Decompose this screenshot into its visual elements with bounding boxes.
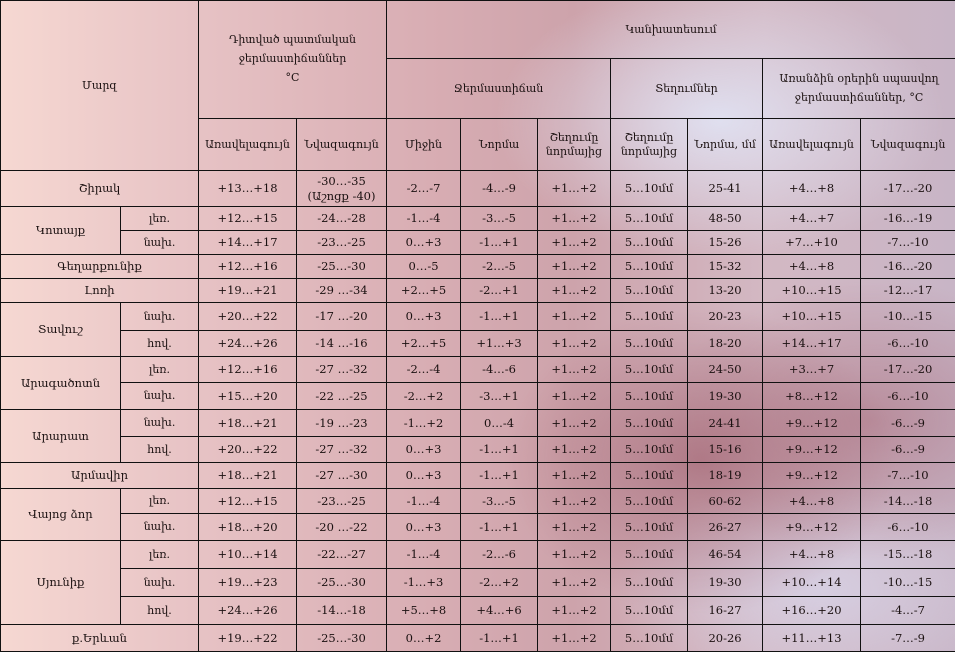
obs-min-cell: -14…-18 xyxy=(297,597,387,625)
obs-max-cell: +15…+20 xyxy=(199,383,297,410)
t-mean-cell: 0…+3 xyxy=(387,463,461,489)
t-dev-cell: +1…+2 xyxy=(538,171,611,207)
t-dev-cell: +1…+2 xyxy=(538,303,611,331)
subregion-cell: նախ. xyxy=(121,303,199,331)
ext-max-cell: +10…+14 xyxy=(763,569,861,597)
table-row xyxy=(1,303,955,331)
t-norm-cell: -3…+1 xyxy=(461,383,538,410)
obs-max-cell: +24…+26 xyxy=(199,331,297,357)
obs-max-cell: +12…+16 xyxy=(199,357,297,383)
obs-max-cell: +10…+14 xyxy=(199,541,297,569)
region-cell: Սյունիք xyxy=(1,541,121,625)
t-norm-cell: -2…+2 xyxy=(461,569,538,597)
obs-max-cell: +12…+15 xyxy=(199,489,297,514)
obs-max-cell: +18…+21 xyxy=(199,463,297,489)
ext-max-cell: +10…+15 xyxy=(763,303,861,331)
p-norm-cell: 19-30 xyxy=(688,569,763,597)
obs-min-cell: -14 …-16 xyxy=(297,331,387,357)
subheader-t-norm: Նորմա xyxy=(461,119,538,171)
t-mean-cell: 0…-5 xyxy=(387,255,461,279)
obs-min-cell: -27 …-30 xyxy=(297,463,387,489)
t-mean-cell: -1…+3 xyxy=(387,569,461,597)
p-norm-cell: 20-26 xyxy=(688,625,763,652)
p-dev-cell: 5…10մմ xyxy=(611,331,688,357)
table-row xyxy=(1,171,955,207)
table-row xyxy=(1,255,955,279)
t-norm-cell: -4…-9 xyxy=(461,171,538,207)
obs-max-cell: +24…+26 xyxy=(199,597,297,625)
obs-min-cell: -27 …-32 xyxy=(297,437,387,463)
t-mean-cell: -2…-7 xyxy=(387,171,461,207)
obs-min-cell: -19 …-23 xyxy=(297,410,387,437)
obs-max-cell: +20…+22 xyxy=(199,303,297,331)
t-dev-cell: +1…+2 xyxy=(538,357,611,383)
region-cell: Կոտայք xyxy=(1,207,121,255)
t-dev-cell: +1…+2 xyxy=(538,331,611,357)
t-mean-cell: 0…+3 xyxy=(387,231,461,255)
ext-max-cell: +4…+8 xyxy=(763,541,861,569)
obs-min-note: (Աշոցք -40) xyxy=(308,189,376,203)
subregion-cell: նախ. xyxy=(121,231,199,255)
subheader-p-dev: Շեղումը նորմայից xyxy=(611,119,688,171)
subregion-cell: նախ. xyxy=(121,383,199,410)
ext-max-cell: +4…+7 xyxy=(763,207,861,231)
p-norm-cell: 24-50 xyxy=(688,357,763,383)
table-body xyxy=(1,171,955,652)
t-mean-cell: -1…-4 xyxy=(387,489,461,514)
ext-max-cell: +9…+12 xyxy=(763,410,861,437)
p-dev-cell: 5…10մմ xyxy=(611,171,688,207)
subheader-obs-min: Նվազագույն xyxy=(297,119,387,171)
region-cell: Լոռի xyxy=(1,279,199,303)
table-row xyxy=(1,410,955,437)
p-dev-cell: 5…10մմ xyxy=(611,279,688,303)
header-precipitation: Տեղումներ xyxy=(611,59,763,119)
t-mean-cell: -1…-4 xyxy=(387,541,461,569)
ext-min-cell: -6…-10 xyxy=(861,331,955,357)
t-dev-cell: +1…+2 xyxy=(538,383,611,410)
t-mean-cell: +2…+5 xyxy=(387,331,461,357)
p-norm-cell: 15-32 xyxy=(688,255,763,279)
subregion-cell: հով. xyxy=(121,331,199,357)
t-mean-cell: 0…+3 xyxy=(387,303,461,331)
t-dev-cell: +1…+2 xyxy=(538,410,611,437)
subheader-ext-max: Առավելագույն xyxy=(763,119,861,171)
p-norm-cell: 48-50 xyxy=(688,207,763,231)
subheader-t-mean: Միջին xyxy=(387,119,461,171)
ext-min-cell: -7…-10 xyxy=(861,231,955,255)
t-mean-cell: -1…+2 xyxy=(387,410,461,437)
obs-min-cell xyxy=(297,171,387,207)
obs-min-value: -30…-35 xyxy=(317,174,366,188)
ext-max-cell: +11…+13 xyxy=(763,625,861,652)
p-dev-cell: 5…10մմ xyxy=(611,383,688,410)
obs-max-cell: +19…+23 xyxy=(199,569,297,597)
t-norm-cell: -1…+1 xyxy=(461,303,538,331)
ext-max-cell: +10…+15 xyxy=(763,279,861,303)
table-row xyxy=(1,357,955,383)
t-dev-cell: +1…+2 xyxy=(538,597,611,625)
ext-min-cell: -7…-9 xyxy=(861,625,955,652)
p-dev-cell: 5…10մմ xyxy=(611,541,688,569)
region-cell: Տավուշ xyxy=(1,303,121,357)
p-norm-cell: 19-30 xyxy=(688,383,763,410)
header-extreme-line2: ջերմաստիճաններ, °C xyxy=(795,91,924,104)
t-mean-cell: -1…-4 xyxy=(387,207,461,231)
obs-max-cell: +12…+16 xyxy=(199,255,297,279)
p-dev-cell: 5…10մմ xyxy=(611,207,688,231)
p-dev-cell: 5…10մմ xyxy=(611,489,688,514)
ext-min-cell: -6…-10 xyxy=(861,514,955,541)
p-dev-cell: 5…10մմ xyxy=(611,231,688,255)
t-dev-cell: +1…+2 xyxy=(538,541,611,569)
t-dev-cell: +1…+2 xyxy=(538,489,611,514)
t-mean-cell: 0…+2 xyxy=(387,625,461,652)
subregion-cell: լեռ. xyxy=(121,357,199,383)
p-dev-cell: 5…10մմ xyxy=(611,569,688,597)
t-mean-cell: -2…-4 xyxy=(387,357,461,383)
subregion-cell: նախ. xyxy=(121,514,199,541)
table-row xyxy=(1,437,955,463)
t-norm-cell: +4…+6 xyxy=(461,597,538,625)
obs-min-cell: -25…-30 xyxy=(297,255,387,279)
region-cell: Արագածոտն xyxy=(1,357,121,410)
header-region: Մարզ xyxy=(1,1,199,171)
ext-max-cell: +3…+7 xyxy=(763,357,861,383)
header-extreme xyxy=(763,59,955,119)
ext-min-cell: -6…-10 xyxy=(861,383,955,410)
ext-min-cell: -6…-9 xyxy=(861,437,955,463)
subregion-cell: լեռ. xyxy=(121,541,199,569)
obs-max-cell: +13…+18 xyxy=(199,171,297,207)
t-norm-cell: -1…+1 xyxy=(461,463,538,489)
subregion-cell: նախ. xyxy=(121,569,199,597)
obs-min-cell: -25…-30 xyxy=(297,625,387,652)
region-cell: Գեղարքունիք xyxy=(1,255,199,279)
table-row xyxy=(1,463,955,489)
ext-max-cell: +4…+8 xyxy=(763,255,861,279)
t-norm-cell: -2…-6 xyxy=(461,541,538,569)
subheader-p-norm: Նորմա, մմ xyxy=(688,119,763,171)
table-row xyxy=(1,569,955,597)
t-mean-cell: 0…+3 xyxy=(387,514,461,541)
t-norm-cell: -1…+1 xyxy=(461,231,538,255)
ext-min-cell: -7…-10 xyxy=(861,463,955,489)
t-dev-cell: +1…+2 xyxy=(538,625,611,652)
p-dev-cell: 5…10մմ xyxy=(611,437,688,463)
t-mean-cell: -2…+2 xyxy=(387,383,461,410)
p-norm-cell: 25-41 xyxy=(688,171,763,207)
ext-min-cell: -16…-20 xyxy=(861,255,955,279)
header-observed xyxy=(199,1,387,119)
ext-max-cell: +9…+12 xyxy=(763,463,861,489)
ext-min-cell: -14…-18 xyxy=(861,489,955,514)
t-norm-cell: -3…-5 xyxy=(461,489,538,514)
table-row xyxy=(1,207,955,231)
t-dev-cell: +1…+2 xyxy=(538,569,611,597)
p-dev-cell: 5…10մմ xyxy=(611,357,688,383)
table-row xyxy=(1,625,955,652)
ext-max-cell: +4…+8 xyxy=(763,489,861,514)
header-observed-line3: °C xyxy=(286,71,300,84)
obs-max-cell: +19…+21 xyxy=(199,279,297,303)
obs-min-cell: -20 …-22 xyxy=(297,514,387,541)
ext-min-cell: -10…-15 xyxy=(861,569,955,597)
ext-min-cell: -10…-15 xyxy=(861,303,955,331)
t-dev-cell: +1…+2 xyxy=(538,279,611,303)
t-norm-cell: -1…+1 xyxy=(461,437,538,463)
header-forecast: Կանխատեսում xyxy=(387,1,955,59)
obs-min-cell: -27 …-32 xyxy=(297,357,387,383)
p-dev-cell: 5…10մմ xyxy=(611,514,688,541)
t-dev-cell: +1…+2 xyxy=(538,255,611,279)
region-cell: Արարատ xyxy=(1,410,121,463)
subheader-ext-min: Նվազագույն xyxy=(861,119,955,171)
table-row xyxy=(1,383,955,410)
ext-min-cell: -4…-7 xyxy=(861,597,955,625)
t-norm-cell: -4…-6 xyxy=(461,357,538,383)
subregion-cell: նախ. xyxy=(121,410,199,437)
header-observed-line2: ջերմաստիճաններ xyxy=(239,52,347,65)
subregion-cell: լեռ. xyxy=(121,207,199,231)
t-mean-cell: +5…+8 xyxy=(387,597,461,625)
ext-min-cell: -15…-18 xyxy=(861,541,955,569)
region-cell: Վայոց ձոր xyxy=(1,489,121,541)
subregion-cell: հով. xyxy=(121,597,199,625)
obs-min-cell: -17 …-20 xyxy=(297,303,387,331)
subheader-t-dev: Շեղումը նորմայից xyxy=(538,119,611,171)
ext-min-cell: -16…-19 xyxy=(861,207,955,231)
subheader-obs-max: Առավելագույն xyxy=(199,119,297,171)
t-norm-cell: -1…+1 xyxy=(461,625,538,652)
region-cell: Շիրակ xyxy=(1,171,199,207)
table-row xyxy=(1,541,955,569)
p-dev-cell: 5…10մմ xyxy=(611,303,688,331)
obs-max-cell: +19…+22 xyxy=(199,625,297,652)
obs-max-cell: +20…+22 xyxy=(199,437,297,463)
subregion-cell: լեռ. xyxy=(121,489,199,514)
p-dev-cell: 5…10մմ xyxy=(611,410,688,437)
table-row xyxy=(1,331,955,357)
region-cell: ք.Երևան xyxy=(1,625,199,652)
obs-max-cell: +18…+21 xyxy=(199,410,297,437)
obs-max-cell: +12…+15 xyxy=(199,207,297,231)
t-mean-cell: +2…+5 xyxy=(387,279,461,303)
t-norm-cell: -3…-5 xyxy=(461,207,538,231)
t-norm-cell: -2…-5 xyxy=(461,255,538,279)
ext-max-cell: +8…+12 xyxy=(763,383,861,410)
obs-min-cell: -24…-28 xyxy=(297,207,387,231)
p-norm-cell: 18-20 xyxy=(688,331,763,357)
obs-min-cell: -25…-30 xyxy=(297,569,387,597)
t-norm-cell: -1…+1 xyxy=(461,514,538,541)
t-dev-cell: +1…+2 xyxy=(538,463,611,489)
obs-min-cell: -29 …-34 xyxy=(297,279,387,303)
p-dev-cell: 5…10մմ xyxy=(611,597,688,625)
table-row xyxy=(1,489,955,514)
t-norm-cell: -2…+1 xyxy=(461,279,538,303)
ext-max-cell: +14…+17 xyxy=(763,331,861,357)
p-norm-cell: 13-20 xyxy=(688,279,763,303)
ext-max-cell: +7…+10 xyxy=(763,231,861,255)
ext-max-cell: +9…+12 xyxy=(763,437,861,463)
p-dev-cell: 5…10մմ xyxy=(611,463,688,489)
t-norm-cell: 0…-4 xyxy=(461,410,538,437)
p-norm-cell: 20-23 xyxy=(688,303,763,331)
region-cell: Արմավիր xyxy=(1,463,199,489)
obs-min-cell: -23…-25 xyxy=(297,231,387,255)
t-dev-cell: +1…+2 xyxy=(538,514,611,541)
ext-max-cell: +4…+8 xyxy=(763,171,861,207)
t-dev-cell: +1…+2 xyxy=(538,437,611,463)
obs-min-cell: -22 …-25 xyxy=(297,383,387,410)
ext-max-cell: +16…+20 xyxy=(763,597,861,625)
t-mean-cell: 0…+3 xyxy=(387,437,461,463)
p-norm-cell: 15-16 xyxy=(688,437,763,463)
p-norm-cell: 46-54 xyxy=(688,541,763,569)
p-norm-cell: 60-62 xyxy=(688,489,763,514)
p-norm-cell: 18-19 xyxy=(688,463,763,489)
header-extreme-line1: Առանձին օրերին սպասվող xyxy=(779,72,938,85)
t-dev-cell: +1…+2 xyxy=(538,207,611,231)
obs-max-cell: +18…+20 xyxy=(199,514,297,541)
p-norm-cell: 24-41 xyxy=(688,410,763,437)
p-norm-cell: 16-27 xyxy=(688,597,763,625)
table-row xyxy=(1,514,955,541)
t-norm-cell: +1…+3 xyxy=(461,331,538,357)
ext-min-cell: -6…-9 xyxy=(861,410,955,437)
ext-max-cell: +9…+12 xyxy=(763,514,861,541)
subregion-cell: հով. xyxy=(121,437,199,463)
ext-min-cell: -17…-20 xyxy=(861,357,955,383)
table-row xyxy=(1,597,955,625)
table-row xyxy=(1,279,955,303)
obs-min-cell: -22…-27 xyxy=(297,541,387,569)
ext-min-cell: -12…-17 xyxy=(861,279,955,303)
ext-min-cell: -17…-20 xyxy=(861,171,955,207)
table-row xyxy=(1,231,955,255)
p-norm-cell: 26-27 xyxy=(688,514,763,541)
obs-min-cell: -23…-25 xyxy=(297,489,387,514)
p-dev-cell: 5…10մմ xyxy=(611,625,688,652)
p-dev-cell: 5…10մմ xyxy=(611,255,688,279)
header-temperature: Ջերմաստիճան xyxy=(387,59,611,119)
p-norm-cell: 15-26 xyxy=(688,231,763,255)
header-observed-line1: Դիտված պատմական xyxy=(229,33,356,46)
t-dev-cell: +1…+2 xyxy=(538,231,611,255)
obs-max-cell: +14…+17 xyxy=(199,231,297,255)
